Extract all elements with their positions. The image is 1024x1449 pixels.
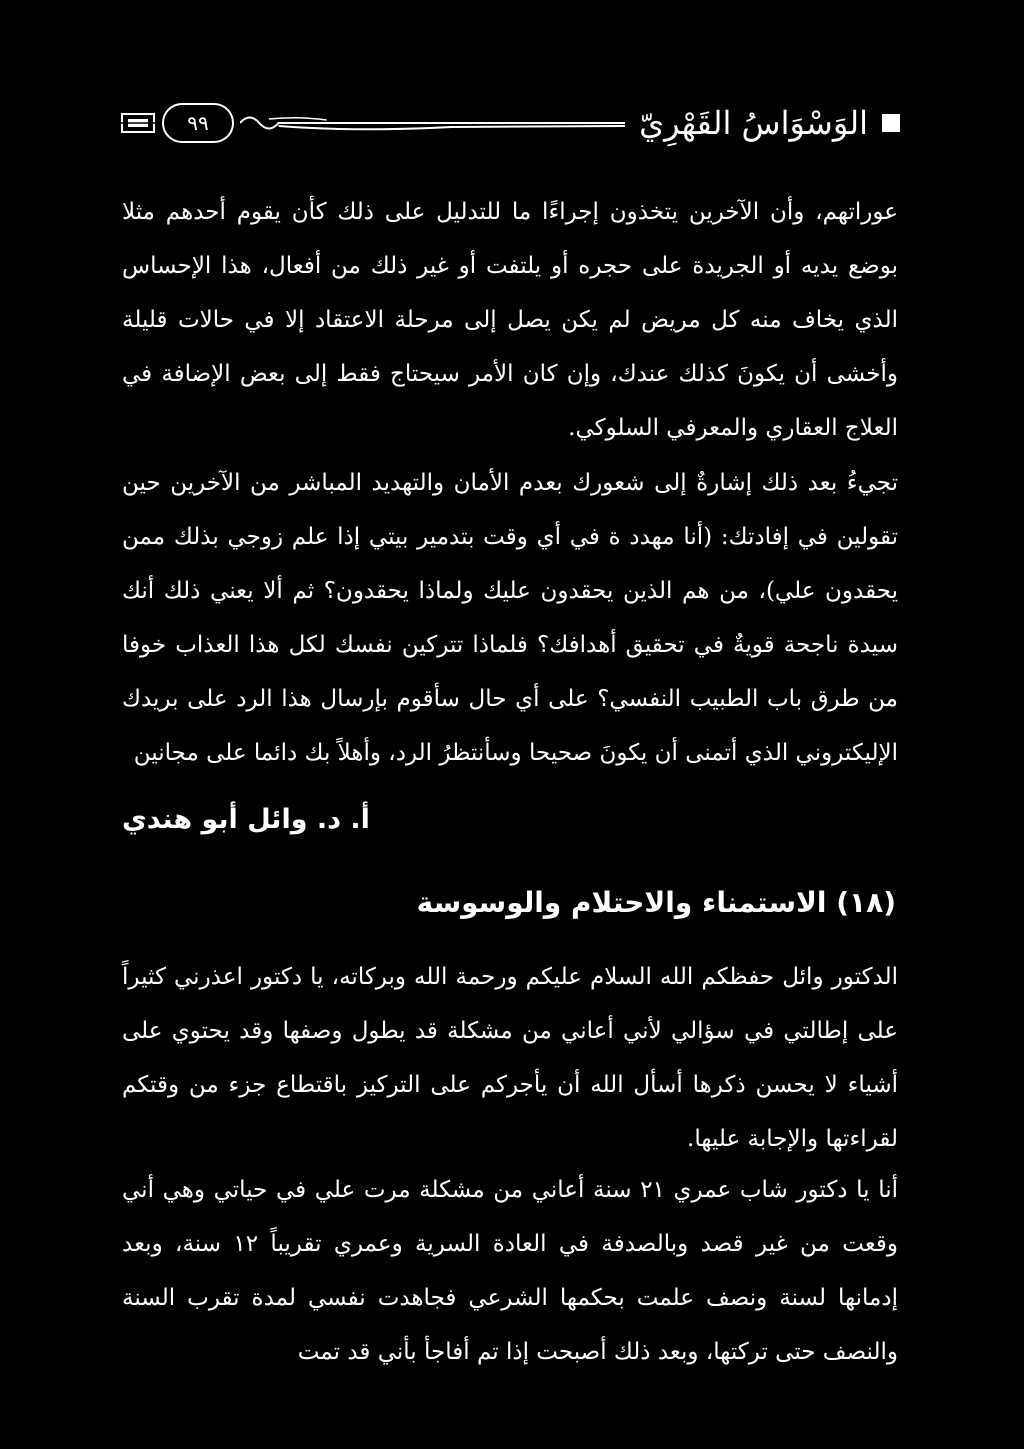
- paragraph-3: الدكتور وائل حفظكم الله السلام عليكم ورحمة الله وبركاته، يا دكتور اعذرني كثيراً على إطالتي في سؤالي لأني أعاني من مشكلة قد يطول وصفها وقد يحتوي على أشياء لا يحسن ذكرها أسأل الله أن يأجركم على التركيز باقتطاع جزء من وقتكم لقراءتها والإجابة عليها.: [122, 964, 898, 1152]
- page-header: [120, 98, 900, 148]
- header-rule: [240, 110, 625, 136]
- decorative-rule-icon: [240, 110, 625, 136]
- page-number: ٩٩: [162, 103, 234, 143]
- paragraph-2: تجيءُ بعد ذلك إشارةٌ إلى شعورك بعدم الأمان والتهديد المباشر من الآخرين حين تقولين في إفادتك: (أنا مهدد ة في أي وقت بتدمير بيتي إذا علم زوجي بذلك ممن يحقدون علي)، من هم الذين يحقدون عليك ولماذا يحقدون؟ ثم ألا يعني ذلك أنك سيدة ناجحة قويةٌ في تحقيق أهدافك؟ فلماذا تتركين نفسك لكل هذا العذاب خوفا من طرق باب الطبيب النفسي؟ على أي حال سأقوم بإرسال هذا الرد على بريدك الإليكتروني الذي أتمنى أن يكونَ صحيحا وسأنتظرُ الرد، وأهلاً بك دائما على مجانين: [122, 470, 898, 766]
- running-title: الوَسْوَاسُ القَهْرِيّ: [639, 104, 868, 142]
- paragraph-1: عوراتهم، وأن الآخرين يتخذون إجراءًا ما للتدليل على ذلك كأن يقوم أحدهم مثلا بوضع يديه أو الجريدة على حجره أو يلتفت أو غير ذلك من أفعال، هذا الإحساس الذي يخاف منه كل مريض لم يكن يصل إلى مرحلة الاعتقاد إلا في حالات قليلة وأخشى أن يكونَ كذلك عندك، وإن كان الأمر سيحتاج فقط إلى بعض الإضافة في العلاج العقاري والمعرفي السلوكي.: [122, 199, 898, 441]
- ornament-icon: [120, 110, 156, 136]
- square-bullet-icon: [882, 114, 900, 132]
- section-title: (١٨) الاستمناء والاحتلام والوسوسة: [416, 886, 896, 919]
- author-signature: أ. د. وائل أبو هندي: [122, 804, 370, 835]
- paragraph-4: أنا يا دكتور شاب عمري ٢١ سنة أعاني من مشكلة مرت علي في حياتي وهي أني وقعت من غير قصد وبالصدفة في العادة السرية وعمري تقريباً ١٢ سنة، وبعد إدمانها لسنة ونصف علمت بحكمها الشرعي فجاهدت نفسي لمدة تقرب السنة والنصف حتى تركتها، وبعد ذلك أصبحت إذا تم أفاجأ بأني قد تمت: [122, 1177, 898, 1365]
